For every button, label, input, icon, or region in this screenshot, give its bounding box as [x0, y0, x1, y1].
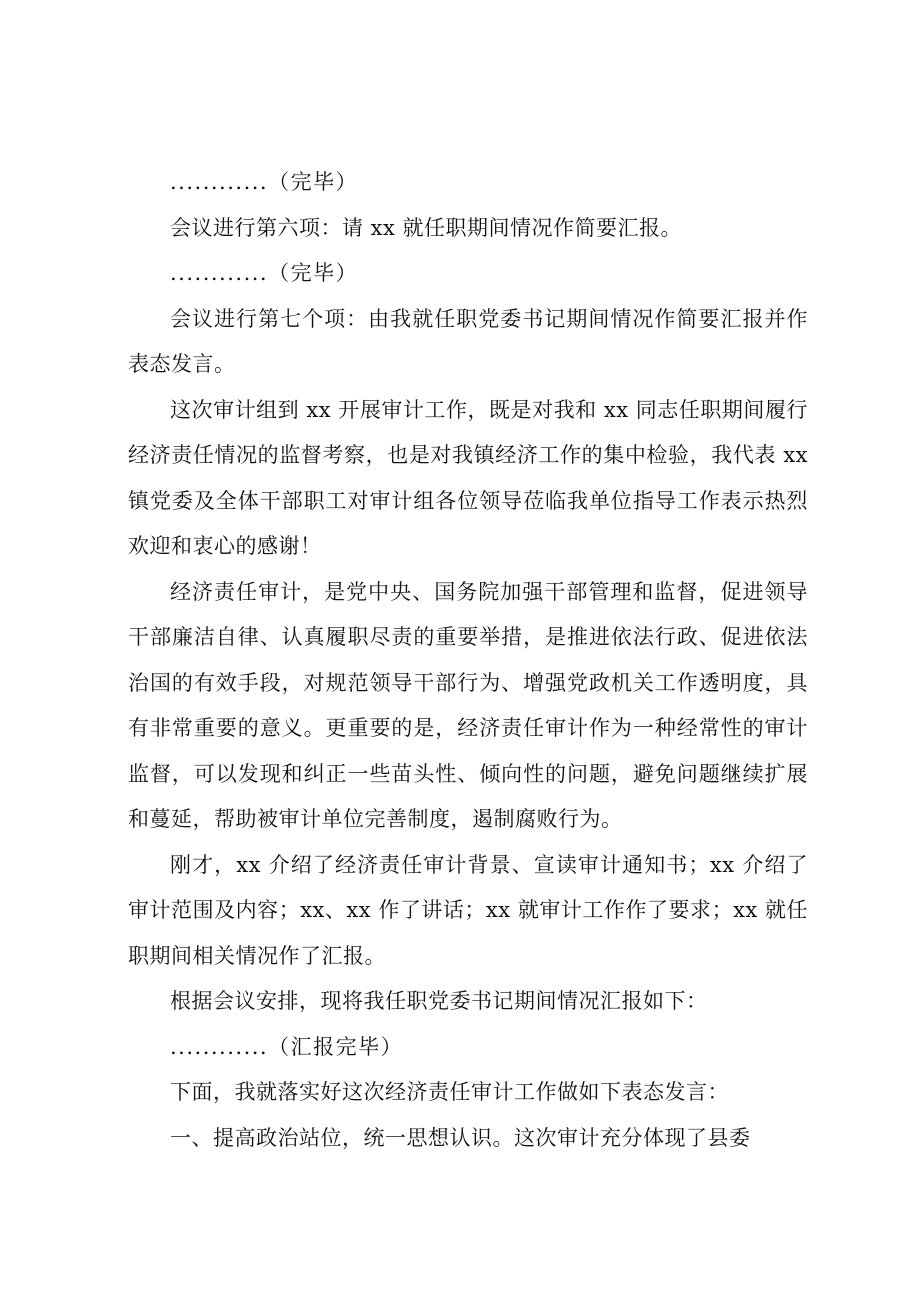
paragraph-report-completion-marker: ............（汇报完毕）: [170, 1034, 404, 1059]
paragraph-welcome: 这次审计组到 xx 开展审计工作，既是对我和 xx 同志任职期间履行经济责任情况的监督考察，也是对我镇经济工作的集中检验，我代表 xx 镇党委及全体干部职工对审计组各位领导莅临我单位指导工作表示热烈欢迎和衷心的感谢！: [128, 397, 808, 558]
paragraph-completion-marker: ............（完毕）: [170, 261, 359, 285]
document-body: [128, 160, 808, 1161]
paragraph-audit-significance: 经济责任审计，是党中央、国务院加强干部管理和监督，促进领导干部廉洁自律、认真履职尽责的重要举措，是推进依法行政、促进依法治国的有效手段，对规范领导干部行为、增强党政机关工作透明度，具有非常重要的意义。更重要的是，经济责任审计作为一种经常性的审计监督，可以发现和纠正一些苗头性、倾向性的问题，避免问题继续扩展和蔓延，帮助被审计单位完善制度，遏制腐败行为。: [128, 579, 808, 831]
paragraph-report-intro: 根据会议安排，现将我任职党委书记期间情况汇报如下：: [170, 989, 708, 1013]
paragraph-agenda-item-six: 会议进行第六项：请 xx 就任职期间情况作简要汇报。: [170, 215, 683, 240]
paragraph-agenda-item-seven: 会议进行第七个项：由我就任职党委书记期间情况作简要汇报并作表态发言。: [128, 306, 808, 376]
paragraph-completion-marker: ............（完毕）: [170, 170, 359, 194]
paragraph-statement-intro: 下面，我就落实好这次经济责任审计工作做如下表态发言：: [170, 1080, 729, 1104]
paragraph-meeting-recap: 刚才，xx 介绍了经济责任审计背景、宣读审计通知书；xx 介绍了审计范围及内容；xx、xx 作了讲话；xx 就审计工作作了要求；xx 就任职期间相关情况作了汇报。: [128, 852, 808, 968]
paragraph-point-one: 一、提高政治站位，统一思想认识。这次审计充分体现了县委: [170, 1125, 751, 1150]
